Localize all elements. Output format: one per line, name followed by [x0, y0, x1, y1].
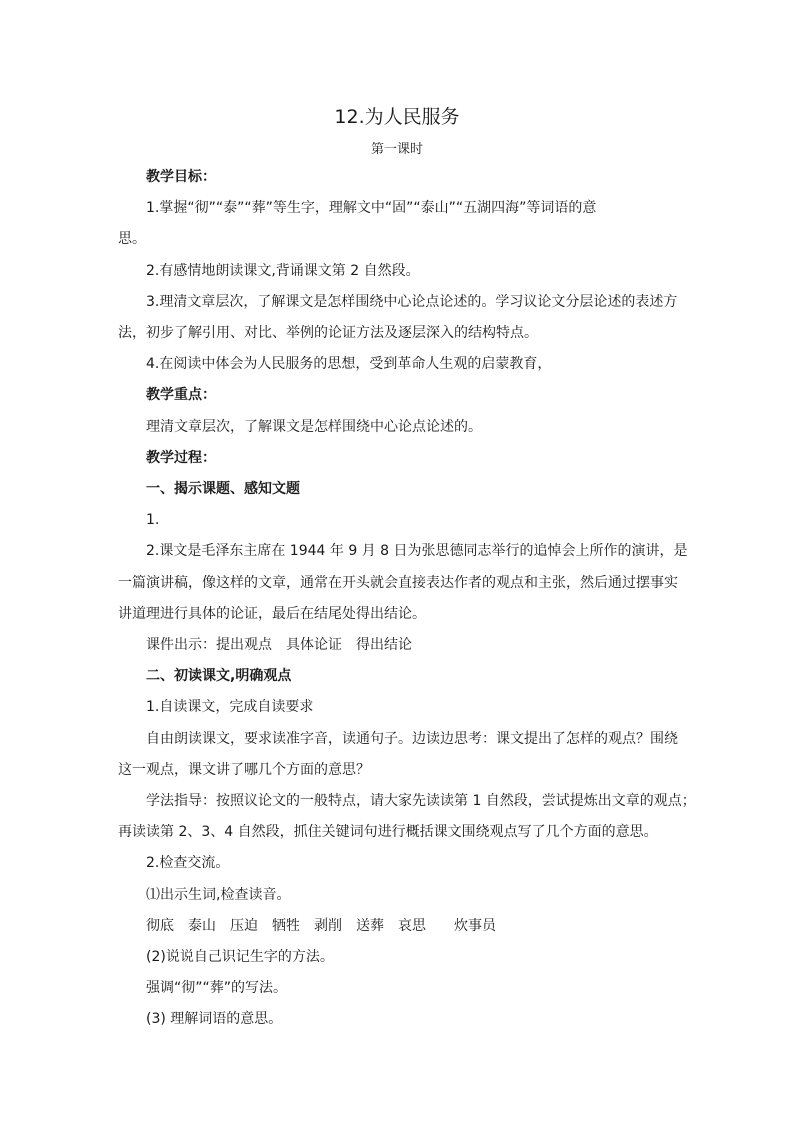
document-title: 12.为人民服务 — [334, 106, 460, 128]
section-heading: 教学目标： — [146, 169, 216, 185]
paragraph-line: 理清文章层次，了解课文是怎样围绕中心论点论述的。 — [146, 418, 482, 435]
paragraph-line: 1.自读课文，完成自读要求 — [146, 699, 314, 716]
paragraph-line: 彻底 泰山 压迫 牺牲 剥削 送葬 哀思 炊事员 — [146, 917, 496, 934]
document-subtitle: 第一课时 — [370, 142, 423, 157]
paragraph-line: 2.有感情地朗读课文,背诵课文第 2 自然段。 — [146, 262, 420, 279]
paragraph-line: 1. — [146, 512, 160, 529]
paragraph-line: 一篇演讲稿，像这样的文章，通常在开头就会直接表达作者的观点和主张，然后通过摆事实 — [118, 574, 678, 591]
section-heading: 教学重点： — [146, 387, 216, 404]
paragraph-line: (2)说说自己识记生字的方法。 — [146, 949, 334, 965]
paragraph-line: 2.课文是毛泽东主席在 1944 年 9 月 8 日为张思德同志举行的追悼会上所作的演讲，是 — [146, 543, 688, 560]
section-heading: 教学过程： — [146, 449, 216, 466]
paragraph-line: 4.在阅读中体会为人民服务的思想，受到革命人生观的启蒙教育， — [146, 356, 552, 373]
paragraph-line: 2.检查交流。 — [146, 855, 230, 872]
paragraph-line: 法，初步了解引用、对比、举例的论证方法及逐层深入的结构特点。 — [118, 325, 538, 341]
paragraph-line: (3) 理解词语的意思。 — [146, 1011, 283, 1028]
paragraph-line: 再读读第 2、3、4 自然段，抓住关键词句进行概括课文围绕观点写了几个方面的意思。 — [118, 824, 658, 841]
paragraph-line: 3.理清文章层次，了解课文是怎样围绕中心论点论述的。学习议论文分层论述的表述方 — [146, 293, 678, 310]
paragraph-line: 课件出示：提出观点 具体论证 得出结论 — [146, 637, 412, 653]
paragraph-line: 强调“彻”“葬”的写法。 — [146, 980, 288, 997]
paragraph-line: 1.掌握“彻”“泰”“葬”等生字，理解文中“固”“泰山”“五湖四海”等词语的意 — [146, 200, 597, 217]
section-heading: 二、初读课文,明确观点 — [146, 668, 292, 685]
section-heading: 一、揭示课题、感知文题 — [146, 481, 300, 497]
paragraph-line: 讲道理进行具体的论证，最后在结尾处得出结论。 — [118, 605, 426, 622]
paragraph-line: 这一观点，课文讲了哪几个方面的意思？ — [118, 761, 370, 778]
paragraph-line: 自由朗读课文，要求读准字音，读通句子。边读边思考：课文提出了怎样的观点？围绕 — [146, 730, 678, 747]
paragraph-line: 学法指导：按照议论文的一般特点，请大家先读读第 1 自然段，尝试提炼出文章的观点； — [146, 793, 696, 809]
paragraph-line: 思。 — [118, 231, 146, 248]
paragraph-line: ⑴出示生词,检查读音。 — [146, 886, 291, 903]
